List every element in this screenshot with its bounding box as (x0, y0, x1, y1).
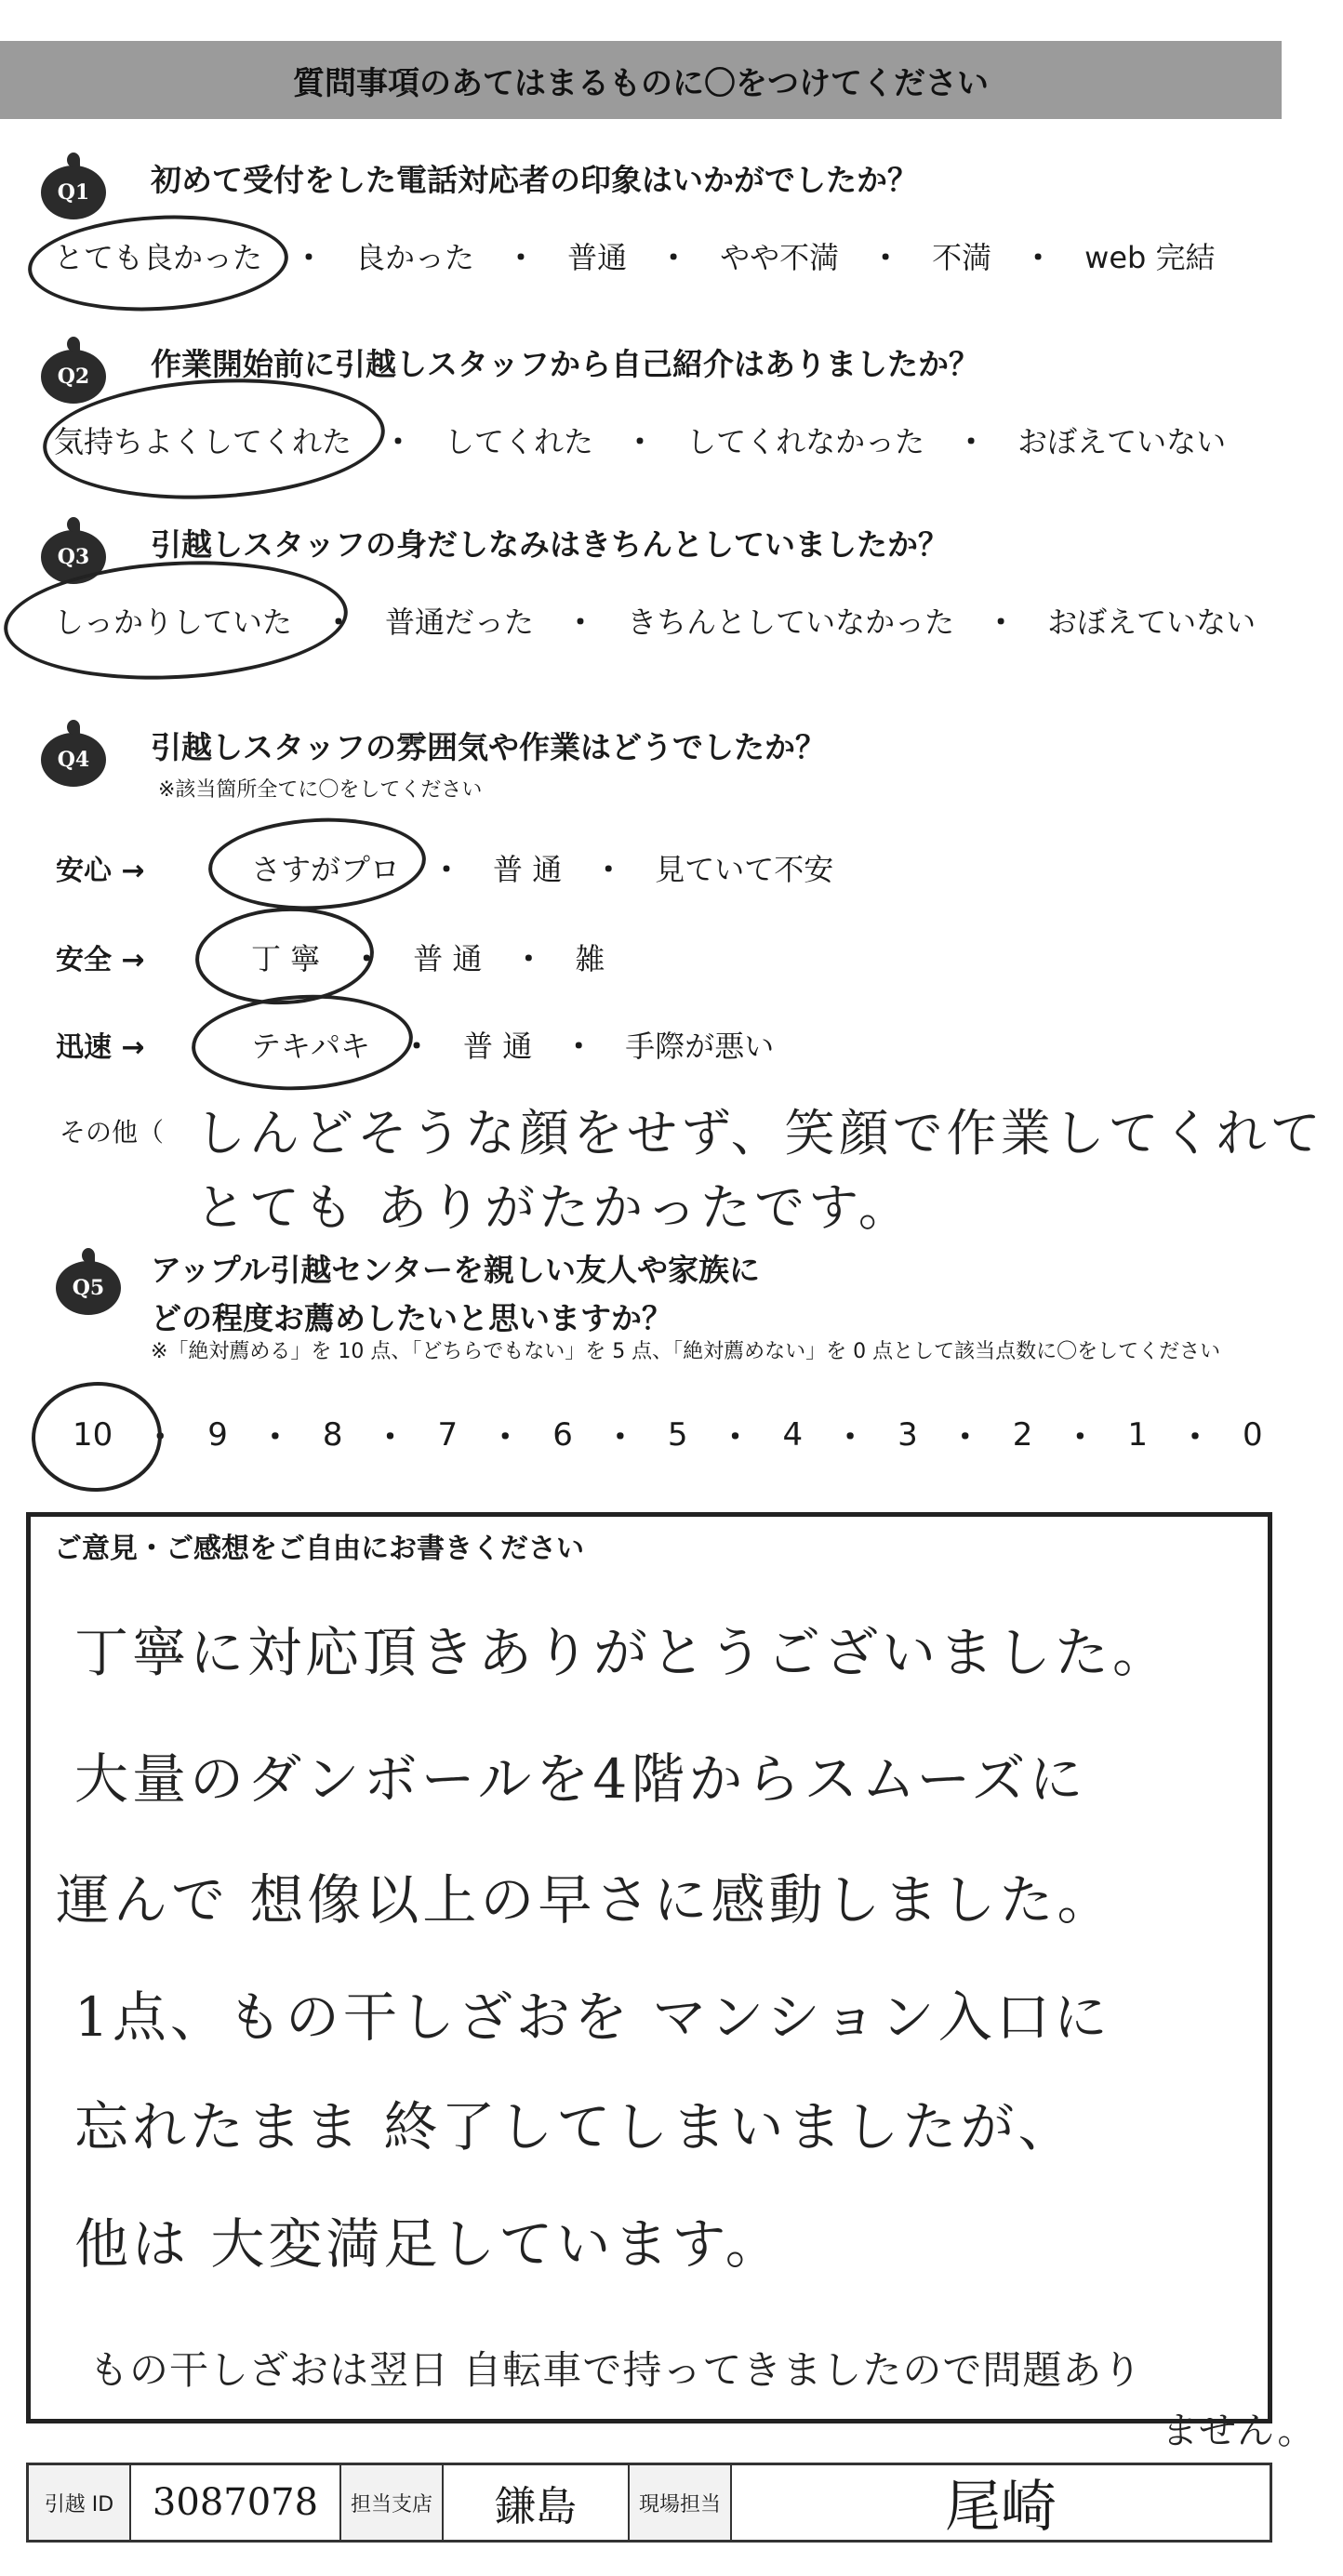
q2-badge-label: Q2 (57, 365, 90, 389)
comment-line-3: 運んで 想像以上の早さに感動しました。 (56, 1868, 1115, 1932)
q5-score-1[interactable]: 1 (1127, 1415, 1149, 1454)
q3-options (54, 599, 1287, 642)
q1-badge (41, 166, 106, 219)
q4-jinsoku-option-1[interactable]: テキパキ (251, 1029, 371, 1064)
footer-branch-label: 担当支店 (341, 2465, 444, 2540)
q3-option-1[interactable]: しっかりしていた (54, 604, 293, 640)
q3-badge (41, 530, 106, 584)
separator: ・ (834, 1419, 867, 1456)
q2-option-2[interactable]: してくれた (445, 424, 594, 459)
q1-option-2[interactable]: 良かった (355, 240, 475, 275)
separator: ・ (144, 1419, 177, 1456)
separator: ・ (1064, 1419, 1097, 1456)
q4-row-label: 安心 → (56, 855, 145, 887)
q5-score-10[interactable]: 10 (73, 1415, 113, 1454)
q2-option-3[interactable]: してくれなかった (686, 424, 925, 459)
separator: ・ (658, 240, 689, 275)
q2-question: 作業開始前に引越しスタッフから自己紹介はありましたか？ (151, 346, 979, 382)
survey-header (0, 41, 1282, 119)
q5-badge-label: Q5 (72, 1276, 105, 1300)
q4-row-label: 安全 → (56, 944, 145, 976)
q5-score-row (73, 1412, 1295, 1457)
q5-score-5[interactable]: 5 (667, 1415, 688, 1454)
comment-line-2: 大量のダンボールを4階からスムーズに (74, 1747, 1087, 1811)
q5-score-7[interactable]: 7 (437, 1415, 459, 1454)
comment-line-1: 丁寧に対応頂きありがとうございました。 (74, 1621, 1171, 1684)
q4-other-handwriting-line-1: しんどそうな顔をせず、笑顔で作業してくれて (195, 1104, 1324, 1162)
comment-line-7: もの干しざおは翌日 自転車で持ってきましたので問題あり (89, 2347, 1143, 2393)
separator: ・ (1023, 240, 1054, 275)
footer-branch-value: 鎌島 (444, 2465, 630, 2540)
q3-badge-label: Q3 (57, 545, 90, 569)
footer-id-value: 3087078 (131, 2465, 341, 2540)
q5-score-4[interactable]: 4 (782, 1415, 804, 1454)
q2-badge (41, 350, 106, 404)
q5-question-line-1: アップル引越センターを親しい友人や家族に (151, 1252, 761, 1288)
q4-other-handwriting-line-2: とても ありがたかったです。 (195, 1178, 912, 1237)
q4-badge (41, 733, 106, 787)
q5-note: ※「絶対薦める」を 10 点、「どちらでもない」を 5 点、「絶対薦めない」を 0 点として該当点数に〇をしてください (151, 1340, 1221, 1363)
separator: ・ (949, 1419, 981, 1456)
q1-options (54, 234, 1247, 277)
comments-title: ご意見・ご感想をご自由にお書きください (54, 1533, 584, 1565)
separator: ・ (871, 240, 901, 275)
q1-option-3[interactable]: 普通 (567, 240, 628, 275)
separator: ・ (402, 1029, 432, 1064)
q4-anshin-option-2[interactable]: 普 通 (493, 852, 563, 887)
q4-other-label: その他（ (60, 1117, 165, 1148)
separator: ・ (513, 941, 544, 976)
separator: ・ (383, 424, 414, 459)
q3-question: 引越しスタッフの身だしなみはきちんとしていましたか？ (151, 526, 949, 563)
q4-anshin-option-1[interactable]: さすがプロ (251, 852, 401, 887)
q3-option-2[interactable]: 普通だった (385, 604, 535, 640)
q4-question: 引越しスタッフの雰囲気や作業はどうでしたか？ (151, 729, 826, 765)
q1-option-1[interactable]: とても良かった (54, 240, 263, 275)
q5-score-8[interactable]: 8 (322, 1415, 343, 1454)
q4-badge-label: Q4 (57, 748, 90, 772)
q4-jinsoku-option-2[interactable]: 普 通 (463, 1029, 533, 1064)
footer-staff-label: 現場担当 (630, 2465, 732, 2540)
footer-table (26, 2463, 1272, 2543)
q2-option-4[interactable]: おぼえていない (1017, 424, 1227, 459)
q4-row-anshin (56, 846, 865, 889)
q2-option-1[interactable]: 気持ちよくしてくれた (54, 424, 352, 459)
separator: ・ (374, 1419, 406, 1456)
q1-option-4[interactable]: やや不満 (720, 240, 840, 275)
q4-anzen-option-1[interactable]: 丁 寧 (251, 941, 321, 976)
q3-option-3[interactable]: きちんとしていなかった (627, 604, 955, 640)
q2-options (54, 418, 1257, 461)
q1-option-6[interactable]: web 完結 (1084, 240, 1216, 275)
separator: ・ (294, 240, 325, 275)
separator: ・ (565, 604, 596, 640)
comment-line-5: 忘れたまま 終了してしまいましたが、 (74, 2095, 1076, 2158)
q5-score-3[interactable]: 3 (898, 1415, 918, 1454)
q5-badge (56, 1261, 121, 1315)
separator: ・ (719, 1419, 751, 1456)
separator: ・ (986, 604, 1017, 640)
q1-question: 初めて受付をした電話対応者の印象はいかがでしたか？ (151, 162, 918, 198)
q4-note: ※該当箇所全てに〇をしてください (158, 778, 483, 802)
separator: ・ (1179, 1419, 1212, 1456)
q4-anshin-option-3[interactable]: 見ていて不安 (655, 852, 834, 887)
separator: ・ (604, 1419, 636, 1456)
q5-score-0[interactable]: 0 (1243, 1415, 1263, 1454)
separator: ・ (506, 240, 537, 275)
separator: ・ (564, 1029, 594, 1064)
separator: ・ (352, 941, 382, 976)
q4-anzen-option-2[interactable]: 普 通 (413, 941, 483, 976)
comment-line-8: ません。 (1161, 2410, 1316, 2452)
survey-header-title: 質問事項のあてはまるものに〇をつけてください (293, 64, 989, 102)
separator: ・ (324, 604, 354, 640)
q4-anzen-option-3[interactable]: 雑 (575, 941, 605, 976)
separator: ・ (432, 852, 462, 887)
q4-row-anzen (56, 936, 636, 978)
q4-row-label: 迅速 → (56, 1031, 145, 1064)
footer-staff-value: 尾崎 (945, 2475, 1057, 2540)
separator: ・ (489, 1419, 522, 1456)
separator: ・ (625, 424, 656, 459)
q4-row-jinsoku (56, 1023, 805, 1066)
separator: ・ (956, 424, 987, 459)
q4-jinsoku-option-3[interactable]: 手際が悪い (625, 1029, 775, 1064)
q3-option-4[interactable]: おぼえていない (1047, 604, 1257, 640)
separator: ・ (259, 1419, 291, 1456)
q5-question-line-2: どの程度お薦めしたいと思いますか？ (151, 1300, 672, 1336)
q1-badge-label: Q1 (57, 180, 90, 205)
comment-line-4: 1点、もの干しざおを マンション入口に (74, 1985, 1111, 2049)
footer-id-label: 引越 ID (29, 2465, 131, 2540)
q1-option-5[interactable]: 不満 (932, 240, 992, 275)
q5-score-2[interactable]: 2 (1012, 1415, 1033, 1454)
q5-score-6[interactable]: 6 (552, 1415, 573, 1454)
separator: ・ (593, 852, 624, 887)
comment-line-6: 他は 大変満足しています。 (74, 2212, 783, 2276)
q5-score-9[interactable]: 9 (207, 1415, 228, 1454)
